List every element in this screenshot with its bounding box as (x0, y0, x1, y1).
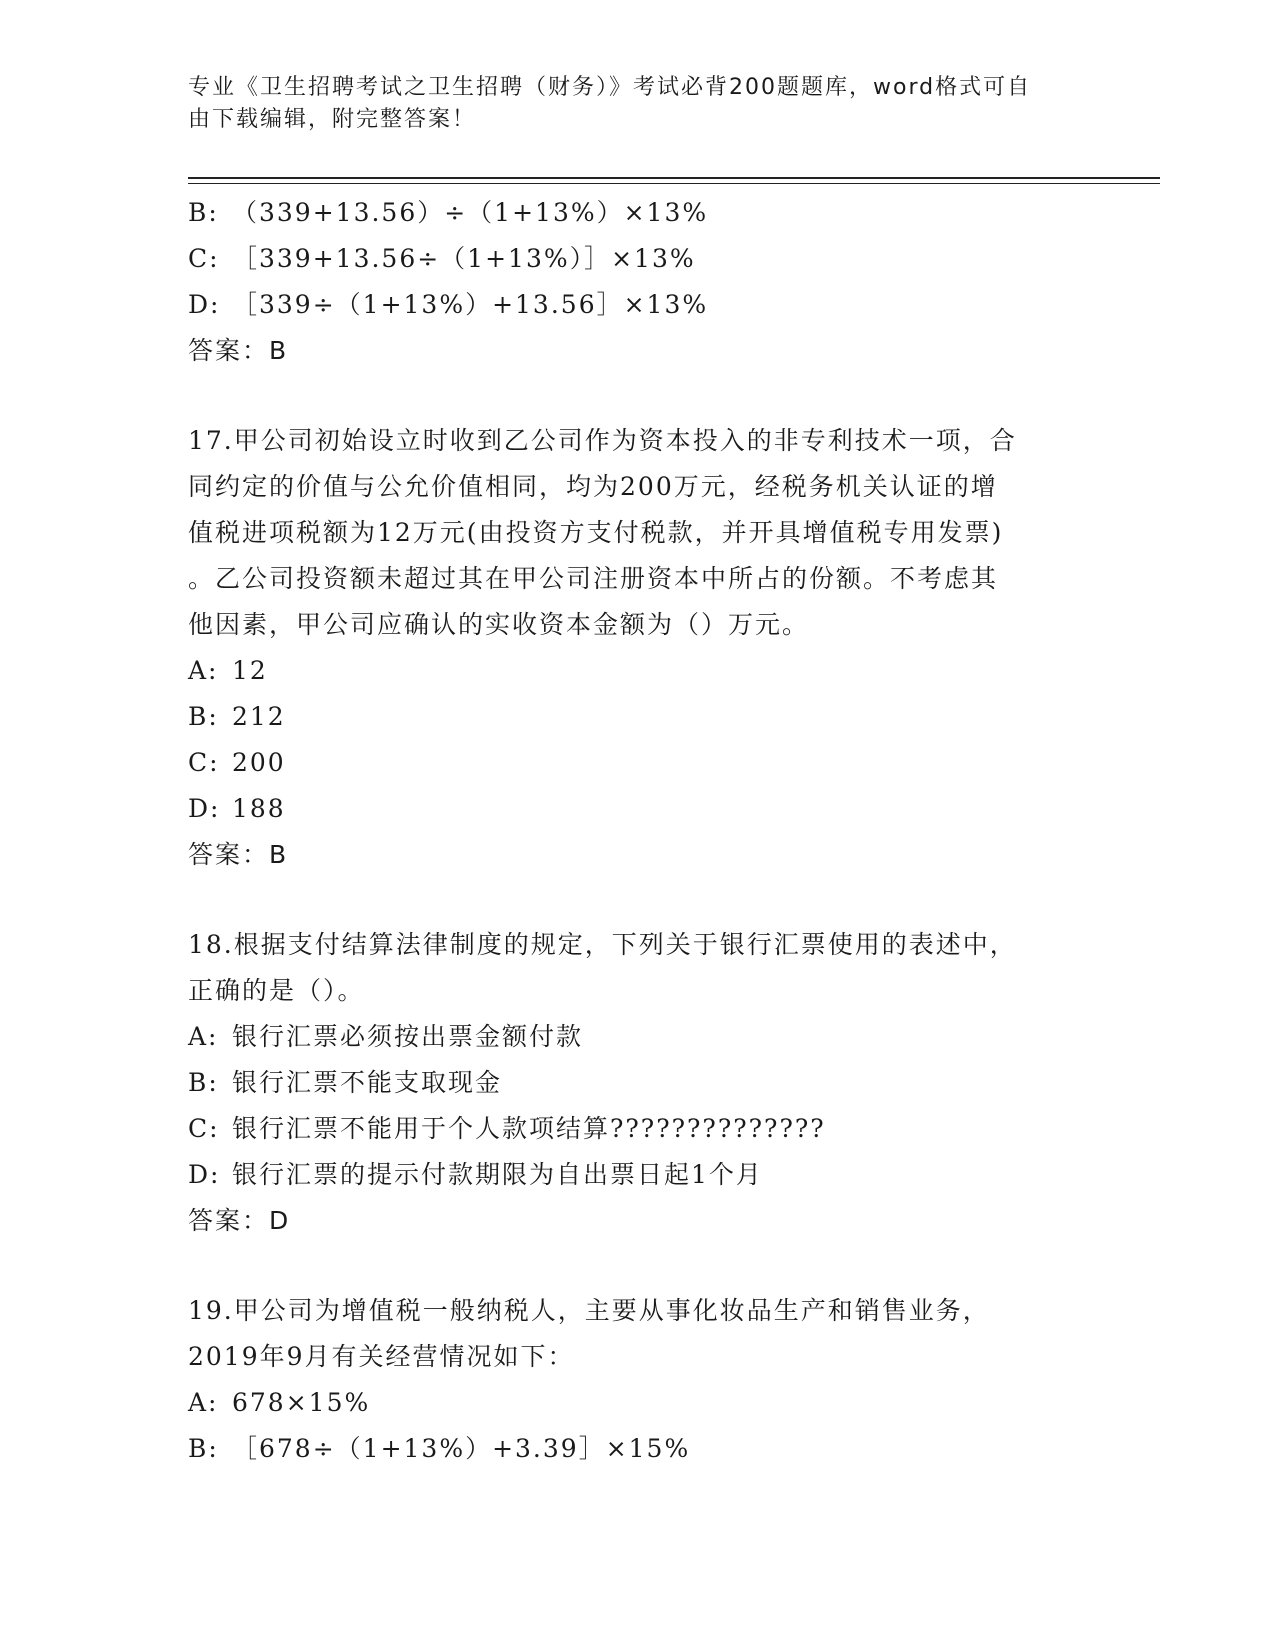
header-rule-thick (188, 177, 1160, 179)
option-text: 200 (232, 748, 286, 777)
option-c (188, 1106, 1088, 1152)
option-a (188, 1014, 1088, 1060)
option-b (188, 1426, 1088, 1472)
option-text: 银行汇票的提示付款期限为自出票日起1个月 (232, 1160, 763, 1189)
option-letter: B: (188, 1068, 219, 1097)
option-text: 678×15% (232, 1388, 371, 1417)
option-c (188, 740, 1088, 786)
option-d (188, 282, 1088, 328)
option-text: 188 (232, 794, 286, 823)
answer-line: 答案：D (188, 1206, 291, 1235)
option-letter: B: (188, 702, 219, 731)
header-rule-thin (188, 183, 1160, 184)
question-18 (188, 922, 1088, 1244)
header-line-1: 专业《卫生招聘考试之卫生招聘（财务）》考试必背200题题库，word格式可自 (188, 75, 1032, 100)
stem-line: 19.甲公司为增值税一般纳税人，主要从事化妆品生产和销售业务， (188, 1296, 990, 1325)
option-d (188, 1152, 1088, 1198)
stem-line: 2019年9月有关经营情况如下： (188, 1342, 575, 1371)
option-d (188, 786, 1088, 832)
stem-line: 他因素，甲公司应确认的实收资本金额为（）万元。 (188, 610, 810, 639)
option-letter: A: (188, 1388, 219, 1417)
document-body (188, 190, 1088, 1472)
option-letter: D: (188, 794, 221, 823)
option-letter: A: (188, 1022, 219, 1051)
option-text: 银行汇票必须按出票金额付款 (232, 1022, 584, 1051)
option-text: ［339+13.56÷（1+13%）］×13% (232, 244, 696, 273)
stem-line: 。乙公司投资额未超过其在甲公司注册资本中所占的份额。不考虑其 (188, 564, 999, 593)
option-letter: D: (188, 1160, 221, 1189)
header-line-2: 由下载编辑，附完整答案！ (188, 107, 477, 132)
option-b (188, 190, 1088, 236)
question-stem (188, 418, 1088, 648)
option-letter: C: (188, 244, 220, 273)
option-text: （339+13.56）÷（1+13%）×13% (232, 198, 709, 227)
option-letter: C: (188, 1114, 220, 1143)
option-text: ［678÷（1+13%）+3.39］×15% (232, 1434, 691, 1463)
option-a (188, 648, 1088, 694)
option-b (188, 694, 1088, 740)
document-header (188, 72, 1068, 136)
answer-line: 答案：B (188, 840, 289, 869)
option-text: 银行汇票不能支取现金 (232, 1068, 503, 1097)
option-letter: C: (188, 748, 220, 777)
stem-line: 值税进项税额为12万元(由投资方支付税款，并开具增值税专用发票) (188, 518, 1004, 547)
stem-line: 17.甲公司初始设立时收到乙公司作为资本投入的非专利技术一项，合 (188, 426, 1017, 455)
option-letter: A: (188, 656, 219, 685)
stem-line: 18.根据支付结算法律制度的规定，下列关于银行汇票使用的表述中， (188, 930, 1017, 959)
option-text: 12 (232, 656, 268, 685)
option-letter: D: (188, 290, 221, 319)
option-letter: B: (188, 1434, 219, 1463)
option-text: 银行汇票不能用于个人款项结算?????????????? (232, 1114, 826, 1143)
stem-line: 正确的是（）。 (188, 976, 365, 1005)
answer-line: 答案：B (188, 336, 289, 365)
question-stem (188, 1288, 1088, 1380)
option-letter: B: (188, 198, 219, 227)
option-text: ［339÷（1+13%）+13.56］×13% (232, 290, 709, 319)
question-stem (188, 922, 1088, 1014)
prev-question (188, 190, 1088, 374)
question-17 (188, 418, 1088, 878)
stem-line: 同约定的价值与公允价值相同，均为200万元，经税务机关认证的增 (188, 472, 998, 501)
question-19 (188, 1288, 1088, 1472)
option-a (188, 1380, 1088, 1426)
option-c (188, 236, 1088, 282)
option-b (188, 1060, 1088, 1106)
option-text: 212 (232, 702, 286, 731)
